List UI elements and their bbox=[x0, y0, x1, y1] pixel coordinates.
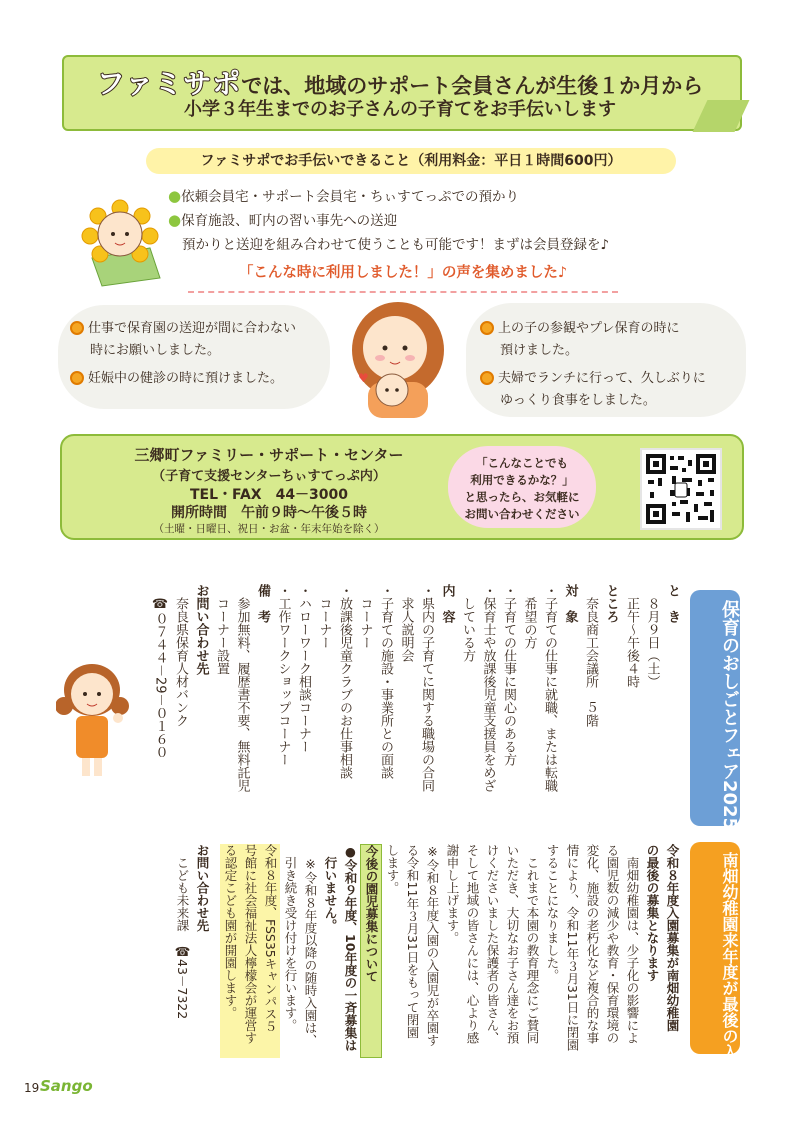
page-number: 19 bbox=[24, 1081, 40, 1095]
inquiry-bubble-text: 「こんなことでも 利用できるかな？」 と思ったら、お気軽に お問い合わせください bbox=[464, 456, 580, 521]
voice-left-2: 妊娠中の健診の時に預けました。 bbox=[70, 368, 283, 390]
sunflower-girl-illustration bbox=[80, 198, 162, 290]
recruit-heading: 今後の園児募集について bbox=[360, 844, 382, 1058]
bullet-dot-icon: ● bbox=[168, 187, 182, 205]
pointing-girl-illustration bbox=[56, 658, 132, 778]
services-title: ファミサポでお手伝いできること（利用料金：平日１時間600円） bbox=[146, 148, 676, 174]
service-note: 預かりと送迎を組み合わせて使うことも可能です！まずは会員登録を♪ bbox=[182, 237, 610, 253]
qr-code[interactable] bbox=[640, 448, 722, 530]
sunflower-icon bbox=[480, 371, 494, 385]
svg-text:♥: ♥ bbox=[358, 371, 369, 385]
fair-tag: 保育のおしごとフェア2025 bbox=[690, 590, 740, 826]
mother-baby-illustration bbox=[340, 300, 450, 420]
center-hours: 開所時間 午前９時～午後５時 bbox=[171, 505, 367, 521]
sunflower-icon bbox=[70, 321, 84, 335]
voice-right-1: 上の子の参観やプレ保育の時に 預けました。 bbox=[480, 318, 679, 362]
voices-title: 「こんな時に利用しました！」の声を集めました♪ bbox=[238, 265, 568, 281]
header-line-1-text: では、地域のサポート会員さんが生後１か月から bbox=[241, 74, 704, 98]
magazine-logo: Sango bbox=[40, 1077, 93, 1095]
fair-body: と き ８月９日（土） 正午～午後４時 ところ 奈良商工会議所 ５階 対 象 ・子育ての仕事に就職、または転職 希望の方 ・子育ての仕事に関心のある方 ・保育士や放課後児童支援員をめざ している方 内 容 ・県内の子育てに関する職場の合同 求人説明会 ・子育ての施設・事業所との面談 コーナー ・放課後児童クラブのお仕事相談 コーナー ・ハローワーク相談コーナー ・工作ワークショップコーナー 備 考 参加無料、履歴書不要、無料託児 コーナー設置 お問い合わせ先 奈良県保育人材バンク ☎０７４４－29－０１６０ bbox=[152, 584, 680, 792]
header-line-2: 小学３年生までのお子さんの子育てをお手伝いします bbox=[184, 99, 616, 120]
voice-right-2: 夫婦でランチに行って、久しぶりに ゆっくり食事をしました。 bbox=[480, 368, 706, 412]
voice-left-1: 仕事で保育園の送迎が間に合わない 時にお願いしました。 bbox=[70, 318, 296, 362]
bullet-dot-icon: ● bbox=[168, 211, 182, 229]
brand-name: ファミサポ bbox=[96, 67, 242, 100]
voices-underline bbox=[188, 283, 618, 293]
center-sub: （子育て支援センターちぃすてっぷ内） bbox=[152, 469, 386, 484]
center-tel: TEL・FAX 44－3000 bbox=[189, 487, 349, 503]
sunflower-icon bbox=[480, 321, 494, 335]
kindergarten-tag: 南畑幼稚園来年度が最後の入園 bbox=[690, 842, 740, 1054]
center-closed-days: （土曜・日曜日、祝日・お盆・年末年始を除く） bbox=[153, 523, 385, 535]
service-item-2: ●保育施設、町内の習い事先への送迎 bbox=[168, 211, 398, 229]
sunflower-icon bbox=[70, 371, 84, 385]
service-item-1: ●依頼会員宅・サポート会員宅・ちぃすてっぷでの預かり bbox=[168, 187, 519, 205]
center-name: 三郷町ファミリー・サポート・センター bbox=[134, 446, 404, 464]
kindergarten-body: 令和８年度入園募集が南畑幼稚園 の最後の募集となります 南畑幼稚園は、少子化の影響によ る園児数の減少や教育・保育環境の 変化、施設の老朽化など複合的な事 情により、令和11年３月31日に閉園 することになりました。 これまで本園の教育理念にご賛同 いただき、大切なお子さん達をお預 けくださいました保護者の皆さん、 そして地域の皆さんには、心より感 謝申し上げます。 ※令和８年度入園の入園児が卒園す る令和11年３月31日をもって閉園 します。 今後の園児募集について ●令和９年度、10年度の一斉募集は 行いません。 ※令和８年度以降の随時入園は、 引き続き受け付けを行います。 令和８年度、FSS35キャンパス５ 号館に社会福祉法人檸檬会が運営す る認定こども園が開園します。 お問い合わせ先 こども未来課 ☎43－7322 bbox=[172, 844, 682, 1058]
